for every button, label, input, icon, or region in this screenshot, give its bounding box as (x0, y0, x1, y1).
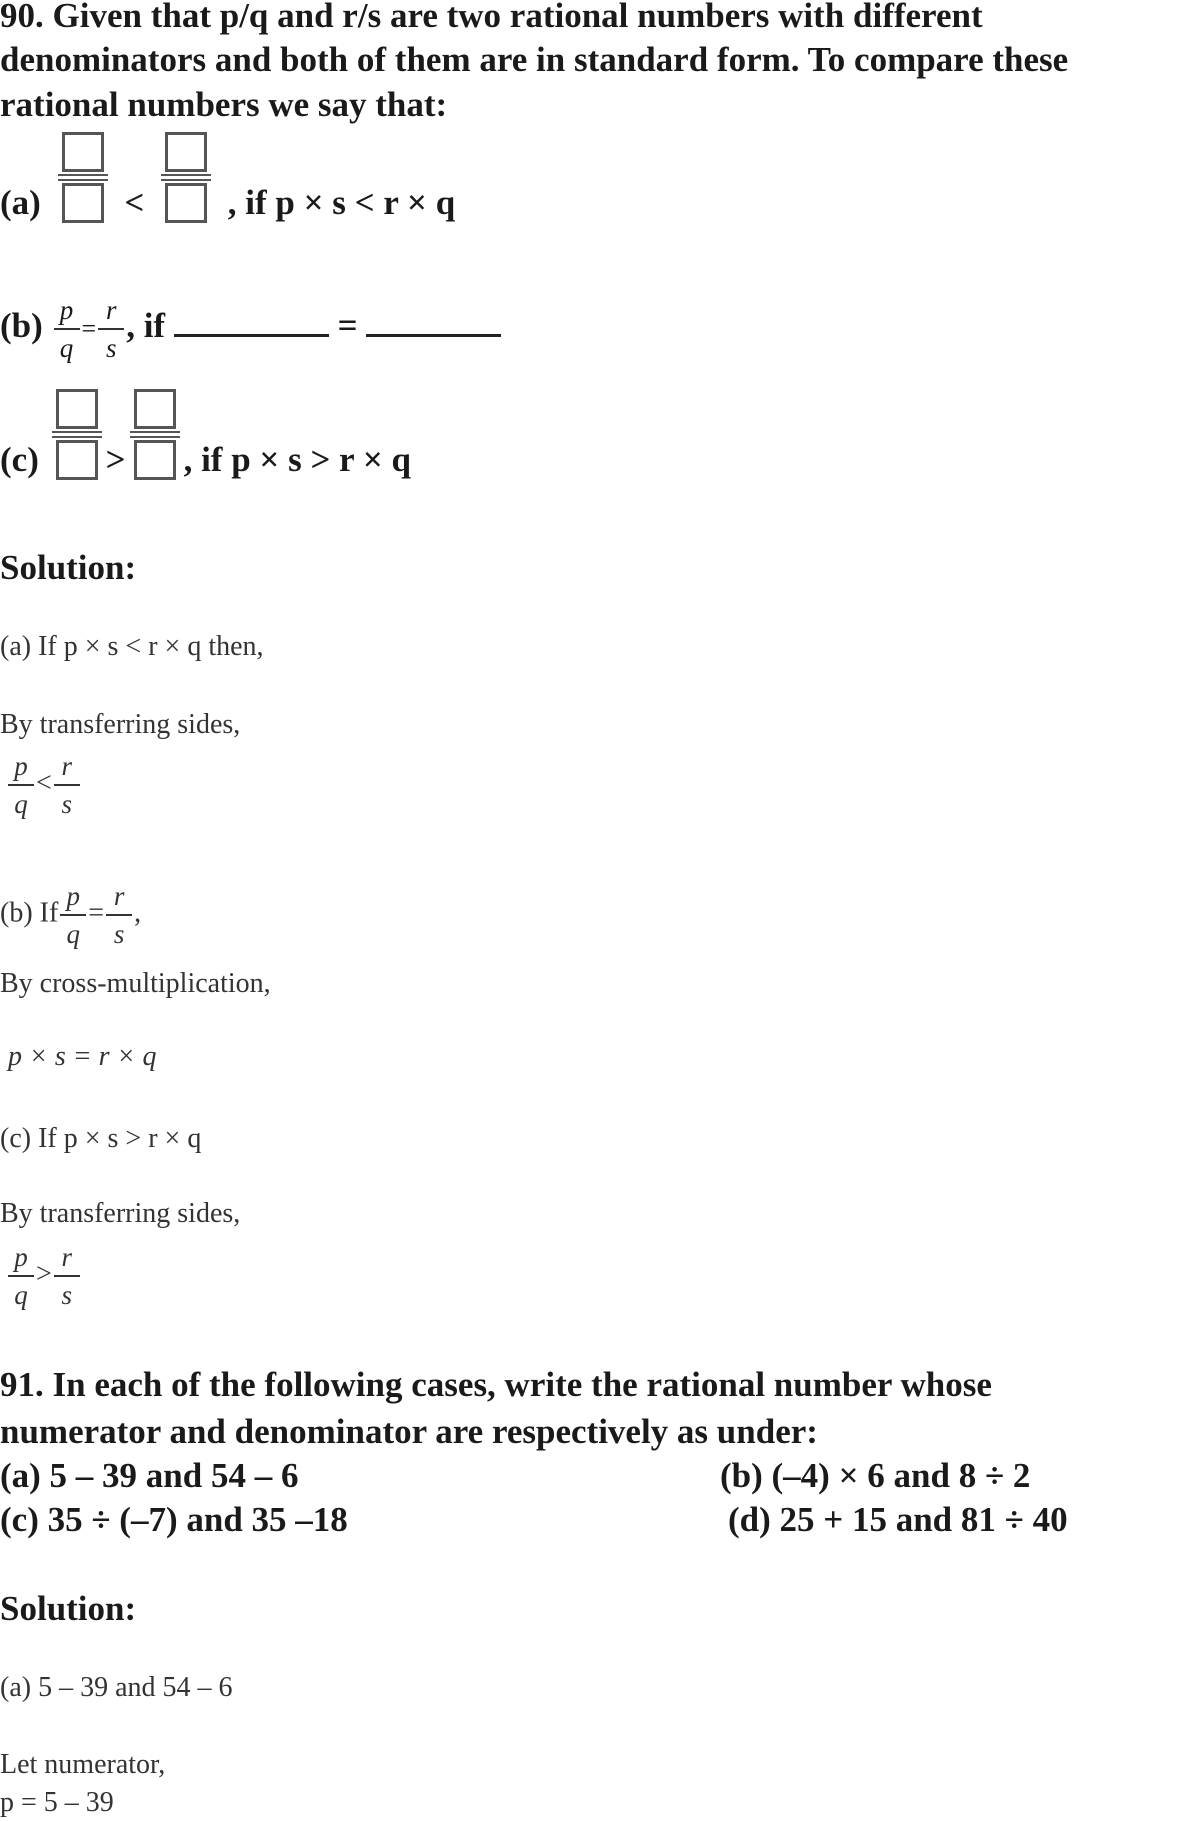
option-a-label: (a) (0, 183, 41, 222)
transfer-text: By transferring sides, (0, 709, 241, 740)
question-90-line-3: rational numbers we say that: (0, 85, 448, 124)
option-c-label: (c) (0, 440, 39, 479)
blank-fraction (130, 389, 180, 480)
less-than-sign: < (124, 183, 145, 222)
option-c (0, 389, 411, 480)
question-91-line-1: 91. In each of the following cases, write the rational number whose (0, 1365, 992, 1404)
blank-fraction (52, 389, 102, 480)
answer-blank-1[interactable] (174, 308, 329, 337)
transfer-text-2: By transferring sides, (0, 1198, 241, 1229)
solution-c-intro: (c) If p × s > r × q (0, 1123, 202, 1154)
option-b-label: (b) (0, 306, 43, 346)
option-b (0, 296, 501, 362)
let-numerator-text: Let numerator, (0, 1749, 166, 1780)
greater-than-sign: > (105, 440, 126, 479)
question-90-line-1: 90. Given that p/q and r/s are two rational numbers with different (0, 0, 983, 35)
blank-fraction (58, 132, 108, 223)
question-91-d: (d) 25 + 15 and 81 ÷ 40 (728, 1500, 1068, 1539)
option-a (0, 132, 455, 223)
if-text: , if (126, 306, 166, 346)
option-a-condition: , if p × s < r × q (227, 183, 456, 222)
answer-blank-2[interactable] (366, 308, 501, 337)
numerator-expression: p = 5 – 39 (0, 1787, 114, 1818)
fraction-comparison-lt: $\frac{p}{q}$ < $\frac{r}{s}$ (6, 752, 82, 818)
fraction-r-s: $\frac{r}{s}$ (98, 296, 124, 362)
question-91-b: (b) (–4) × 6 and 8 ÷ 2 (720, 1456, 1031, 1495)
blank-fraction (161, 132, 211, 223)
solution-91-a: (a) 5 – 39 and 54 – 6 (0, 1672, 233, 1703)
question-91-line-2: numerator and denominator are respectively as under: (0, 1412, 818, 1451)
equals-sign: = (337, 306, 358, 346)
cross-result: p × s = r × q (8, 1041, 157, 1072)
solution-91-heading: Solution: (0, 1589, 137, 1628)
fraction-comparison-gt: $\frac{p}{q}$ > $\frac{r}{s}$ (6, 1243, 82, 1309)
solution-b-intro: (b) If $\frac{p}{q}$ = $\frac{r}{s}$ , (0, 881, 142, 949)
equals-sign: = (81, 314, 97, 344)
question-91-a: (a) 5 – 39 and 54 – 6 (0, 1456, 299, 1495)
option-c-condition: , if p × s > r × q (183, 440, 411, 479)
question-91-c: (c) 35 ÷ (–7) and 35 –18 (0, 1500, 348, 1539)
solution-heading: Solution: (0, 548, 137, 587)
solution-a-intro: (a) If p × s < r × q then, (0, 631, 264, 662)
cross-multiplication-text: By cross-multiplication, (0, 968, 271, 999)
fraction-p-q: $\frac{p}{q}$ (54, 296, 80, 362)
question-90-line-2: denominators and both of them are in standard form. To compare these (0, 40, 1069, 79)
